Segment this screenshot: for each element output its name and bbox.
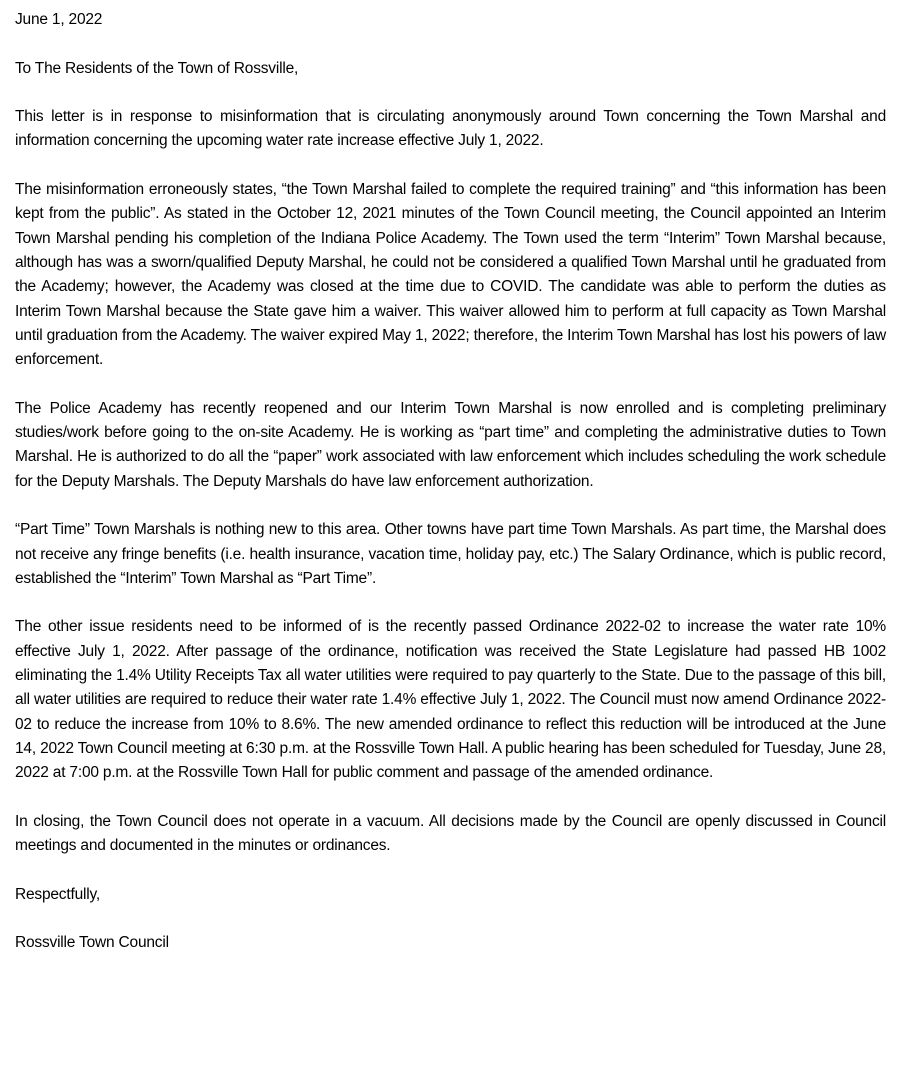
paragraph-misinformation: The misinformation erroneously states, “the Town Marshal failed to complete the required training” and “this information has been kept from the public”. As stated in the October 12, 2021 minutes of the Town Council meeting, the Council appointed an Interim Town Marshal pending his completion of the Indiana Police Academy. The Town used the term “Interim” Town Marshal because, although has was a sworn/qualified Deputy Marshal, he could not be considered a qualified Town Marshal until he graduated from the Academy; however, the Academy was closed at the time due to COVID. The candidate was able to perform the duties as Interim Town Marshal because the State gave him a waiver. This waiver allowed him to perform at full capacity as Town Marshal until graduation from the Academy. The waiver expired May 1, 2022; therefore, the Interim Town Marshal has lost his powers of law enforcement. [15, 181, 886, 369]
paragraph-closing: In closing, the Town Council does not operate in a vacuum. All decisions made by the Council are openly discussed in Council meetings and documented in the minutes or ordinances. [15, 812, 886, 855]
letter-signature: Rossville Town Council [15, 934, 169, 952]
paragraph-water-rate: The other issue residents need to be informed of is the recently passed Ordinance 2022-02 to increase the water rate 10% effective July 1, 2022. After passage of the ordinance, notification was received the State Legislature had passed HB 1002 eliminating the 1.4% Utility Receipts Tax all water utilities were required to pay quarterly to the State. Due to the passage of this bill, all water utilities are required to reduce their water rate 1.4% effective July 1, 2022. The Council must now amend Ordinance 2022-02 to reduce the increase from 10% to 8.6%. The new amended ordinance to reflect this reduction will be introduced at the June 14, 2022 Town Council meeting at 6:30 p.m. at the Rossville Town Hall. A public hearing has been scheduled for Tuesday, June 28, 2022 at 7:00 p.m. at the Rossville Town Hall for public comment and passage of the amended ordinance. [15, 618, 886, 782]
paragraph-police-academy: The Police Academy has recently reopened and our Interim Town Marshal is now enrolled and is completing preliminary studies/work before going to the on-site Academy. He is working as “part time” and completing the administrative duties to Town Marshal. He is authorized to do all the “paper” work associated with law enforcement which includes scheduling the work schedule for the Deputy Marshals. The Deputy Marshals do have law enforcement authorization. [15, 399, 886, 490]
letter-valediction: Respectfully, [15, 885, 100, 903]
paragraph-part-time: “Part Time” Town Marshals is nothing new to this area. Other towns have part time Town Marshals. As part time, the Marshal does not receive any fringe benefits (i.e. health insurance, vacation time, holiday pay, etc.) The Salary Ordinance, which is public record, established the “Interim” Town Marshal as “Part Time”. [15, 521, 886, 587]
letter-date: June 1, 2022 [15, 11, 103, 28]
letter-salutation: To The Residents of the Town of Rossville, [15, 59, 299, 77]
paragraph-intro: This letter is in response to misinformation that is circulating anonymously around Town concerning the Town Marshal and information concerning the upcoming water rate increase effective July 1, 2022. [15, 108, 886, 150]
